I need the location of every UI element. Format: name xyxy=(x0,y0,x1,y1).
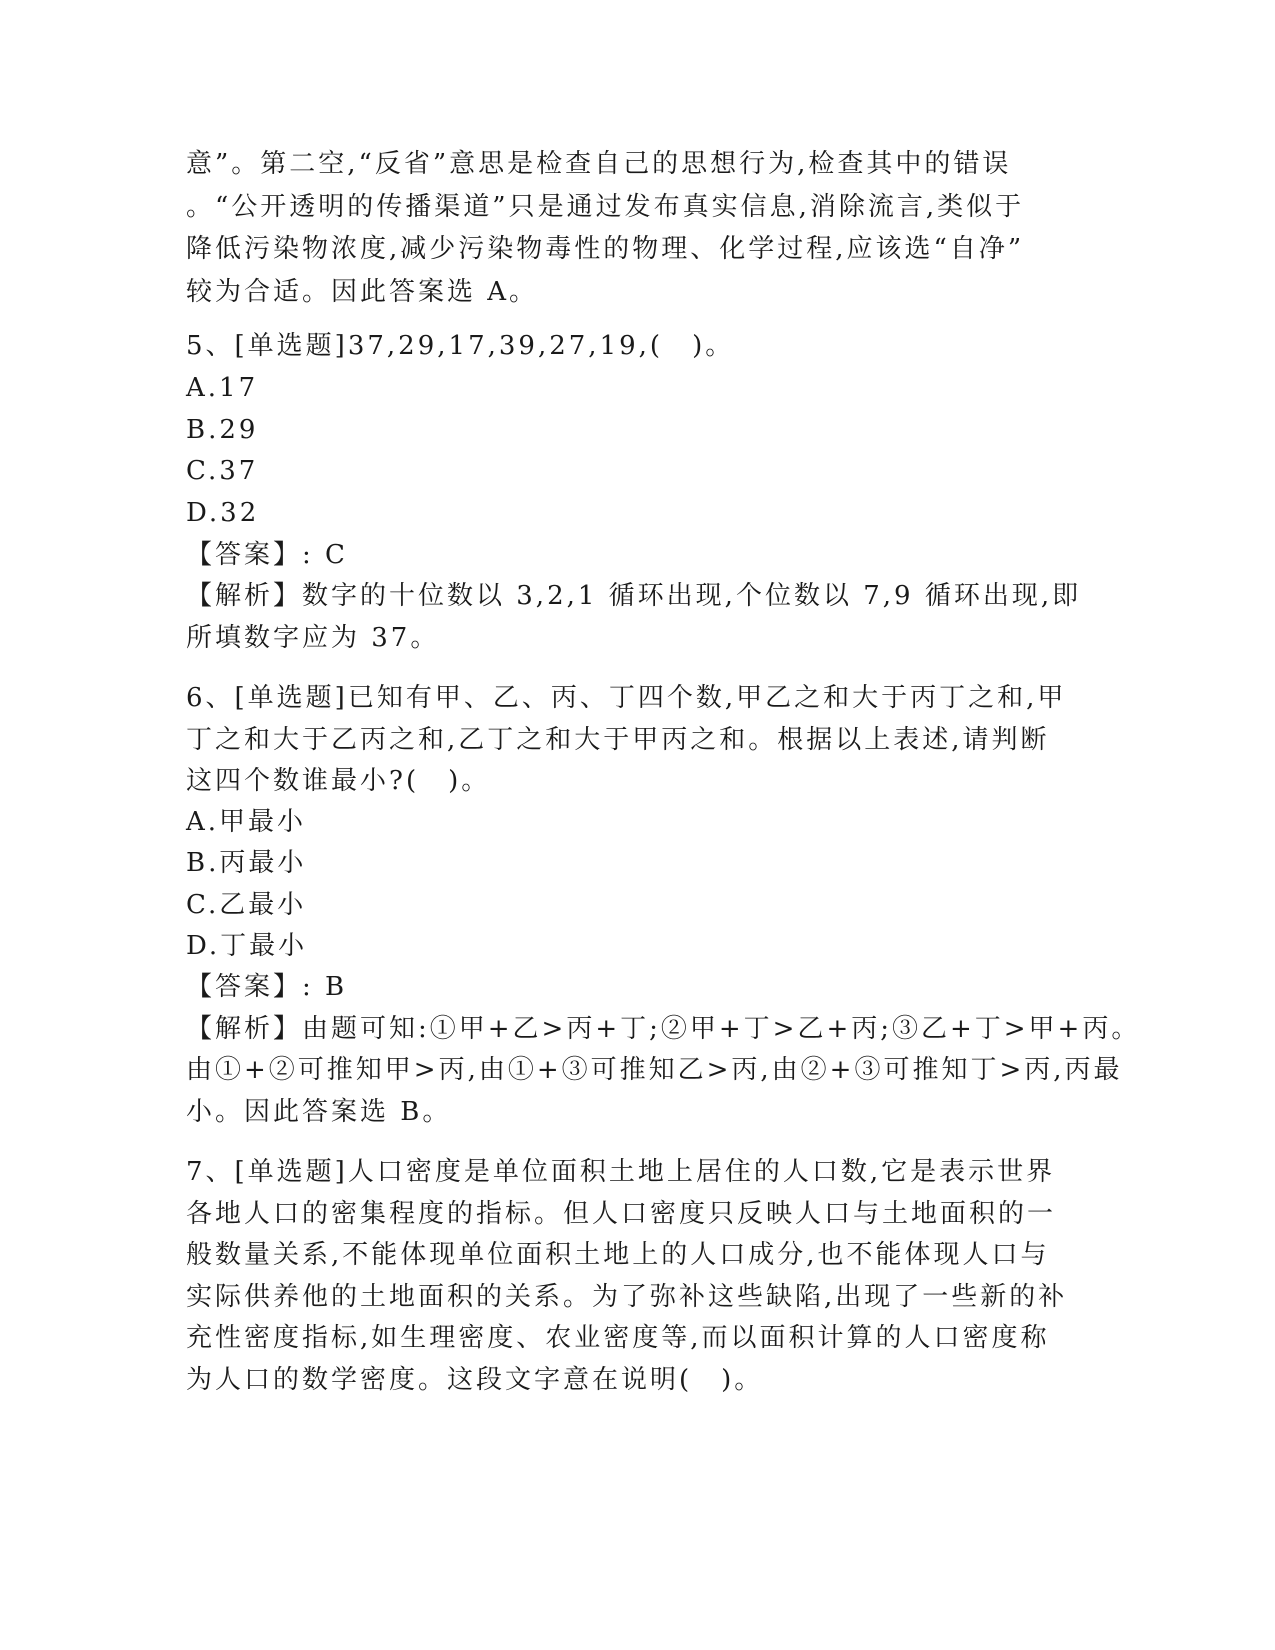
analysis-line: 【解析】数字的十位数以 3,2,1 循环出现,个位数以 7,9 循环出现,即 xyxy=(186,581,1082,611)
question-stem: 这四个数谁最小?( )。 xyxy=(186,766,491,796)
option-b: B.29 xyxy=(186,415,259,445)
question-stem: 实际供养他的土地面积的关系。为了弥补这些缺陷,出现了一些新的补 xyxy=(186,1282,1068,1312)
question-stem: 各地人口的密集程度的指标。但人口密度只反映人口与土地面积的一 xyxy=(186,1199,1057,1229)
option-c: C.37 xyxy=(186,456,259,486)
text-line: 较为合适。因此答案选 A。 xyxy=(186,277,539,307)
option-a: A.17 xyxy=(186,373,259,403)
option-d: D.丁最小 xyxy=(186,931,308,961)
question-stem: 6、[单选题]已知有甲、乙、丙、丁四个数,甲乙之和大于丙丁之和,甲 xyxy=(186,683,1067,713)
text-line: 意”。第二空,“反省”意思是检查自己的思想行为,检查其中的错误 xyxy=(186,149,1012,179)
analysis-line: 由①+②可推知甲>丙,由①+③可推知乙>丙,由②+③可推知丁>丙,丙最 xyxy=(186,1055,1123,1085)
option-a: A.甲最小 xyxy=(186,807,307,837)
question-stem: 般数量关系,不能体现单位面积土地上的人口成分,也不能体现人口与 xyxy=(186,1240,1050,1270)
question-stem: 为人口的数学密度。这段文字意在说明( )。 xyxy=(186,1365,764,1395)
analysis-line: 【解析】由题可知:①甲+乙>丙+丁;②甲+丁>乙+丙;③乙+丁>甲+丙。 xyxy=(186,1014,1141,1044)
option-d: D.32 xyxy=(186,498,260,528)
question-stem: 5、[单选题]37,29,17,39,27,19,( )。 xyxy=(186,331,735,361)
question-stem: 丁之和大于乙丙之和,乙丁之和大于甲丙之和。根据以上表述,请判断 xyxy=(186,725,1050,755)
analysis-line: 所填数字应为 37。 xyxy=(186,623,440,653)
question-stem: 充性密度指标,如生理密度、农业密度等,而以面积计算的人口密度称 xyxy=(186,1323,1050,1353)
analysis-line: 小。因此答案选 B。 xyxy=(186,1097,452,1127)
text-line: 降低污染物浓度,减少污染物毒性的物理、化学过程,应该选“自净” xyxy=(186,234,1025,264)
option-c: C.乙最小 xyxy=(186,890,307,920)
answer: 【答案】: C xyxy=(186,540,348,570)
answer: 【答案】: B xyxy=(186,972,348,1002)
question-stem: 7、[单选题]人口密度是单位面积土地上居住的人口数,它是表示世界 xyxy=(186,1157,1056,1187)
option-b: B.丙最小 xyxy=(186,848,307,878)
text-line: 。“公开透明的传播渠道”只是通过发布真实信息,消除流言,类似于 xyxy=(186,192,1025,222)
